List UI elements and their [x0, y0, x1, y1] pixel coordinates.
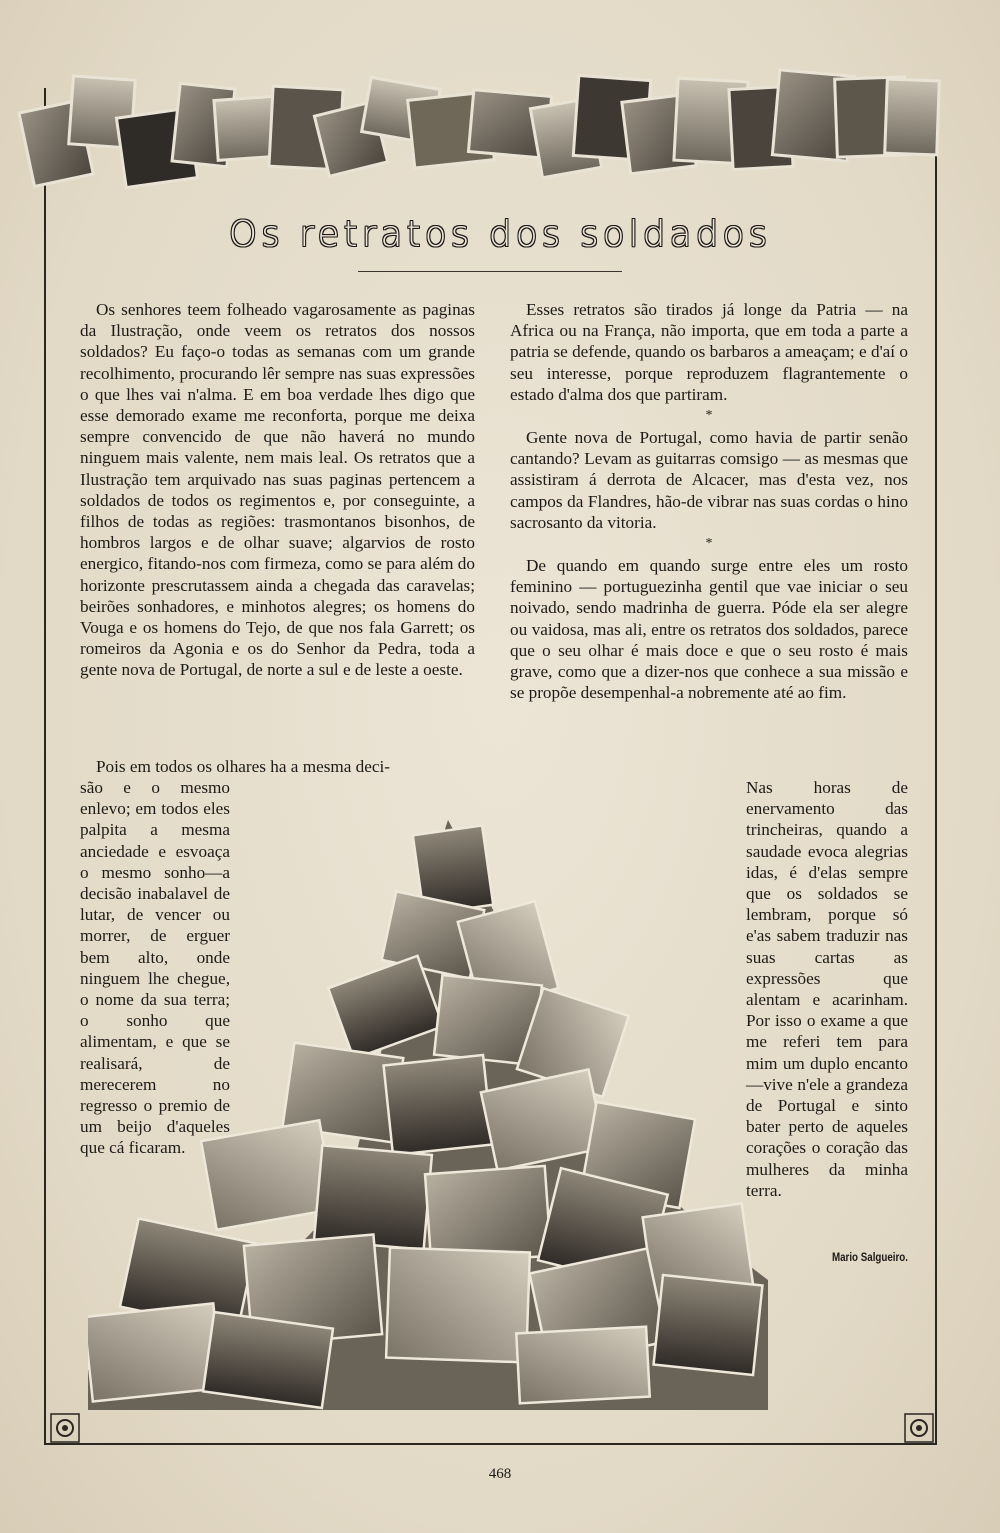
title-rule	[358, 271, 622, 272]
article-title	[0, 214, 1000, 255]
article-title-text: Os retratos dos soldados	[228, 214, 772, 255]
right-narrow-column: Nas horas de enervamento das trincheiras, quando a saudade evoca alegrias idas, é d'elas sempre que os soldados se lembram, porque só e'as sabem traduzir nas suas cartas as expressões que alentam e acarinham. Por isso o exame a que me referi tem para mim um duplo encanto—vive n'ele a grandeza de Portugal e sinto bater perto de aqueles corações o coração das mulheres da minha terra.	[746, 778, 908, 1200]
corner-ornament-left	[50, 1413, 80, 1443]
separator-star-2: *	[705, 536, 713, 552]
paragraph-1: Os senhores teem folheado vagarosamente as paginas da Ilustração, onde veem os retratos dos nossos soldados? Eu faço-o todas as semanas com um grande recolhimento, procurando lêr sempre nas suas expressões o que lhes vai n'alma. E em boa verdade lhes digo que esse demorado exame me reconforta, porque me deixa sempre convencido de que não haverá no mundo ninguem mais valente, nem mais leal. Os retratos que a Ilustração tem arquivado nas suas paginas pertencem a soldados de todos os regimentos e, por conseguinte, a filhos de todas as regiões: trasmontanos bisonhos, de hombros largos e de olhar suave; algarvios de rosto energico, fitando-nos com firmeza, como se para além do horizonte prescrutassem ainda a chegada das caravelas; beirões sonhadores, e minhotos alegres; os homens do Vouga e os homens do Tejo, de que nos fala Garrett; os romeiros da Agonia e os do Senhor da Pedra, toda a gente nova de Portugal, de norte a sul e de leste a oeste.	[80, 300, 475, 680]
header-photo-strip	[16, 58, 946, 198]
left-column	[80, 299, 475, 681]
paragraph-r3: De quando em quando surge entre eles um rosto feminino — portuguezinha gentil que vae iniciar o seu noivado, sendo madrinha de guerra. Póde ela ser alegre ou vaidosa, mas ali, entre os retratos dos soldados, parece que o seu olhar é mais doce e que o seu rosto é mais grave, como que a dizer-nos que conhece a sua missão e se propõe desempenhal-a nobremente até ao fim.	[510, 556, 908, 703]
paragraph-r1: Esses retratos são tirados já longe da Patria — na Africa ou na França, não importa, que em toda a parte a patria se defende, quando os barbaros a ameaçam; e d'aí o seu interesse, porque reproduzem flagrantemente o estado d'alma dos que partiram.	[510, 300, 908, 404]
frame-bottom-border	[44, 1443, 937, 1445]
frame-left-border	[44, 88, 46, 1443]
left-narrow-column: são e o mesmo enlevo; em todos eles palpita a mesma anciedade e esvoaça o mesmo sonho—a decisão inabalavel de lutar, de vencer ou morrer, de erguer bem alto, onde ninguem lhe chegue, o nome da sua terra; o sonho que alimentam, e que se realisará, de merecerem no regresso o premio de um beijo d'aqueles que cá ficaram.	[80, 778, 230, 1158]
paragraph-r2: Gente nova de Portugal, como havia de partir senão cantando? Levam as guitarras comsigo — as mesmas que assistiram á derrota de Alcacer, mas d'esta vez, nos campos da Flandres, hão-de vibrar nas suas cordas o hino sacrosanto da vitoria.	[510, 428, 908, 532]
right-column	[510, 299, 908, 703]
frame-right-border	[935, 88, 937, 1443]
page-number: 468	[488, 1466, 512, 1482]
photo-pile-image	[88, 810, 768, 1410]
separator-star-1: *	[705, 408, 713, 424]
corner-ornament-right	[904, 1413, 934, 1443]
paragraph-2-start: Pois em todos os olhares ha a mesma deci-	[96, 757, 391, 776]
author-signature: Mario Salgueiro.	[831, 1252, 908, 1264]
